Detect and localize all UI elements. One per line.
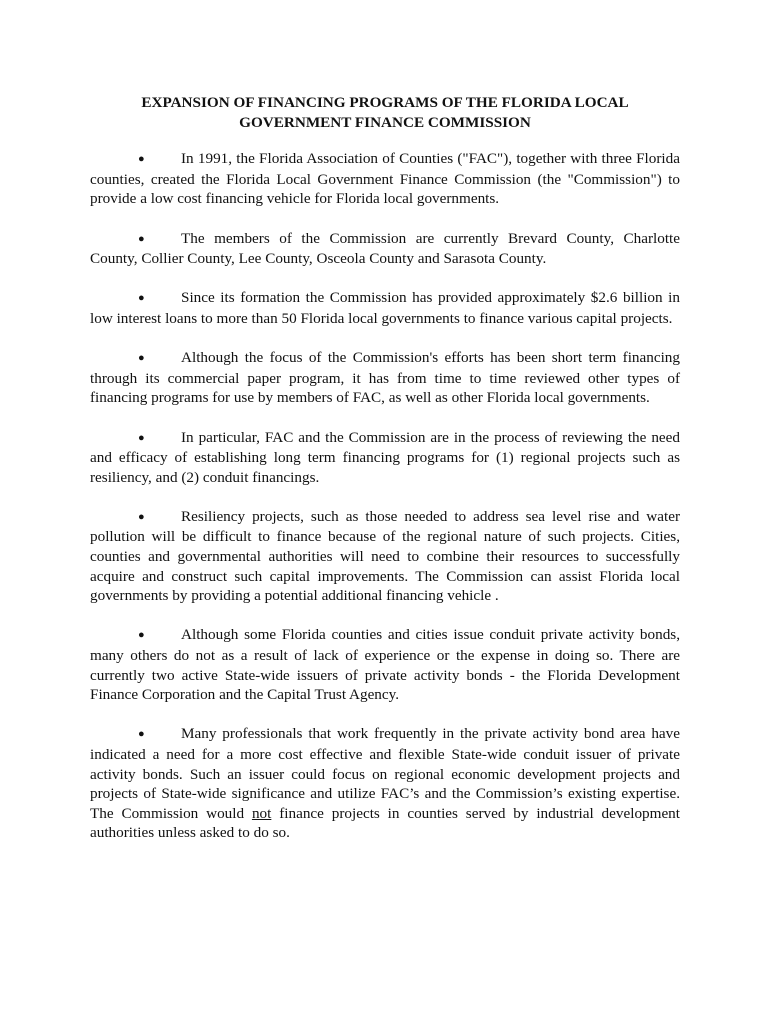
bullet-icon: ● — [138, 629, 145, 642]
underlined-word: not — [251, 804, 272, 822]
bullet-paragraph-8 — [90, 724, 680, 843]
bullet-paragraph-1 — [90, 149, 680, 209]
bullet-icon: ● — [138, 431, 145, 444]
title-line-2: GOVERNMENT FINANCE COMMISSION — [239, 113, 531, 131]
bullet-icon: ● — [138, 352, 145, 365]
paragraph-text: The members of the Commission are currently Brevard County, Charlotte County, Collier County, Lee County, Osceola County and Sarasota County. — [90, 229, 680, 268]
paragraph-text-after: finance projects in counties served by industrial development authorities unless asked to do so. — [90, 804, 680, 842]
paragraph-text: Although some Florida counties and cities issue conduit private activity bonds, many others do not as a result of lack of experience or the expense in doing so. There are currently two active State-wide issuers of private activity bonds - the Florida Development Finance Corporation and the Capital Trust Agency. — [90, 626, 680, 704]
document-page — [90, 93, 680, 863]
paragraph-text-before: Many professionals that work frequently in the private activity bond area have indicated a need for a more cost effective and flexible State-wide conduit issuer of private activity bonds. Such an issuer could focus on regional economic development projects and projects of State-wide significance and utilize FAC’s and the Commission’s existing expertise. The Commission would — [90, 725, 680, 822]
paragraph-text: In particular, FAC and the Commission are in the process of reviewing the need and efficacy of establishing long term financing programs for (1) regional projects such as resiliency, and (2) conduit financings. — [90, 428, 680, 486]
paragraph-text: In 1991, the Florida Association of Counties ("FAC"), together with three Florida counties, created the Florida Local Government Finance Commission (the "Commission") to provide a low cost financing vehicle for Florida local governments. — [90, 150, 680, 208]
bullet-icon: ● — [138, 232, 145, 245]
bullet-paragraph-3 — [90, 288, 680, 328]
document-title — [90, 93, 680, 132]
bullet-paragraph-4 — [90, 348, 680, 408]
paragraph-text: Since its formation the Commission has provided approximately $2.6 billion in low interest loans to more than 50 Florida local governments to finance various capital projects. — [90, 289, 680, 327]
paragraph-text: Although the focus of the Commission's efforts has been short term financing through its commercial paper program, it has from time to time reviewed other types of financing programs for use by members of FAC, as well as other Florida local governments. — [90, 349, 680, 407]
bullet-paragraph-2 — [90, 229, 680, 269]
paragraph-text: Resiliency projects, such as those needed to address sea level rise and water pollution will be difficult to finance because of the regional nature of such projects. Cities, counties and governmental authorities will need to combine their resources to successfully acquire and construct such capital improvements. The Commission can assist Florida local governments by providing a potential additional financing vehicle . — [90, 507, 680, 605]
bullet-icon: ● — [138, 292, 145, 305]
bullet-paragraph-5 — [90, 428, 680, 488]
bullet-icon: ● — [138, 728, 145, 741]
bullet-paragraph-7 — [90, 625, 680, 704]
bullet-icon: ● — [138, 153, 145, 166]
bullet-icon: ● — [138, 510, 145, 523]
bullet-paragraph-6 — [90, 507, 680, 606]
title-line-1: EXPANSION OF FINANCING PROGRAMS OF THE FLORIDA LOCAL — [141, 94, 629, 111]
